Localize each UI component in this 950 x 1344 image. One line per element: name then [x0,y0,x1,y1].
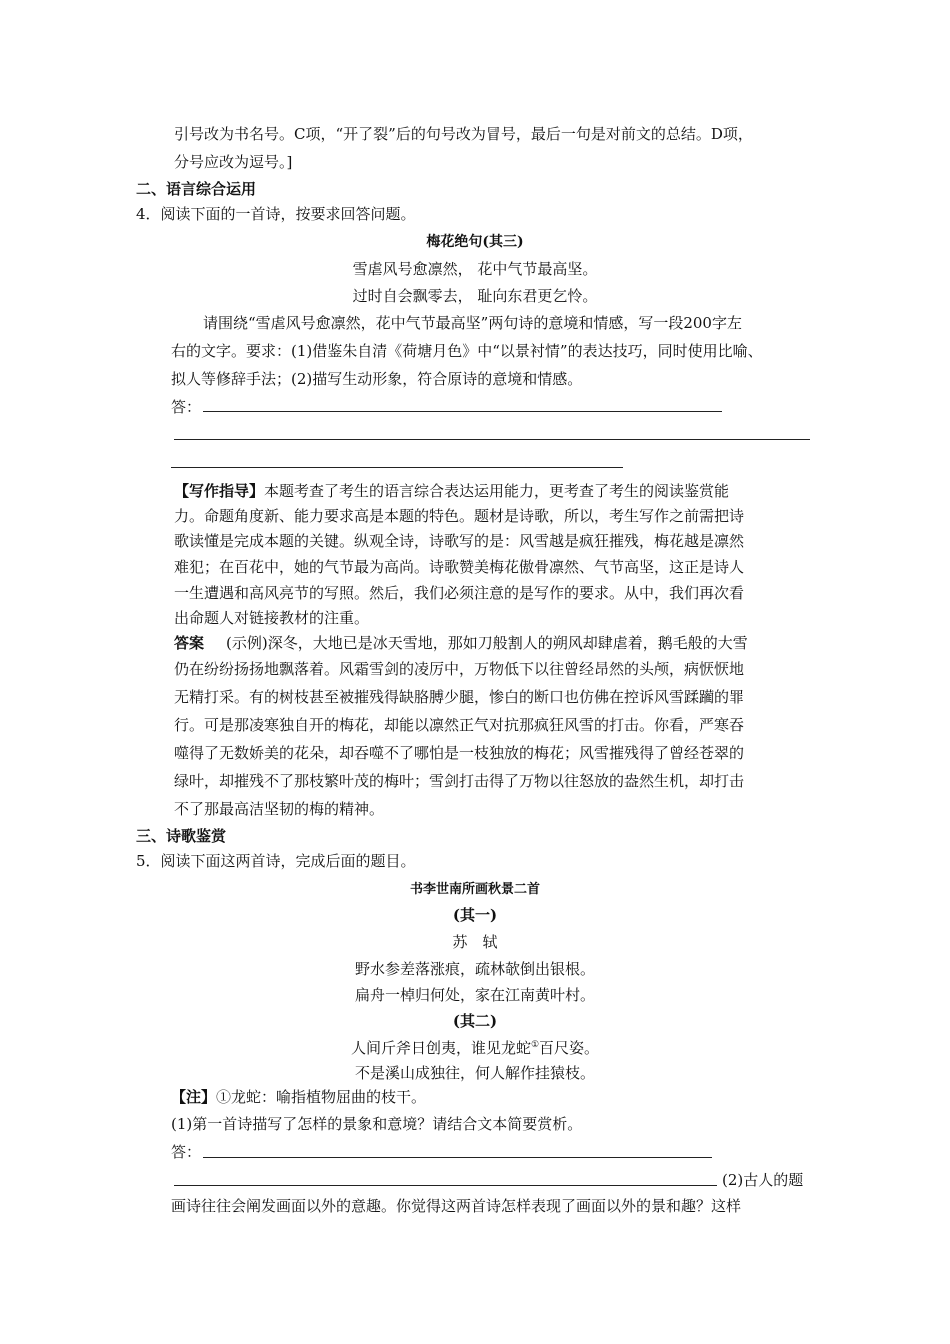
task-line-1: 请围绕“雪虐风号愈凛然，花中气节最高坚”两句诗的意境和情感，写一段200字左 [203,314,742,332]
answer-sample-line-1: 答案 (示例)深冬，大地已是冰天雪地，那如刀般割人的朔风却肆虐着，鹅毛般的大雪 [174,634,748,652]
question-5-1: (1)第一首诗描写了怎样的景象和意境？请结合文本简要赏析。 [171,1115,583,1133]
answer-sample-line-7: 不了那最高洁坚韧的梅的精神。 [174,800,385,818]
writing-guide-line-6: 出命题人对链接教材的注重。 [174,609,370,627]
answer-line-q4-1[interactable] [203,411,722,412]
carry-over-line-2: 分号应改为逗号。] [174,153,293,171]
answer-sample-label: 答案 [174,634,205,652]
writing-guide-label: 【写作指导】 [174,482,265,500]
writing-guide-line-3: 歌读懂是完成本题的关键。纵观全诗，诗歌写的是：风雪越是疯狂摧残，梅花越是凛然 [174,532,745,550]
poem-title-autumn: 书李世南所画秋景二首 [409,882,540,897]
question-5-2-cont: 画诗往往会阐发画面以外的意趣。你觉得这两首诗怎样表现了画面以外的景和趣？这样 [171,1197,742,1215]
answer-sample-line-5: 噬得了无数娇美的花朵，却吞噬不了哪怕是一枝独放的梅花；风雪摧残得了曾经苍翠的 [174,744,745,762]
answer-sample-line-3: 无精打采。有的树枝甚至被摧残得缺胳膊少腿，惨白的断口也仿佛在控诉风雪蹂躏的罪 [174,688,745,706]
carry-over-line-1: 引号改为书名号。C项，“开了裂”后的句号改为冒号，最后一句是对前文的总结。D项， [174,125,753,143]
question-5-prompt: 5．阅读下面这两首诗，完成后面的题目。 [136,852,416,870]
poem-autumn-1-line-1: 野水参差落涨痕，疏林欹倒出银根。 [354,960,595,978]
task-line-3: 拟人等修辞手法；(2)描写生动形象，符合原诗的意境和情感。 [171,370,583,388]
task-line-2: 右的文字。要求：(1)借鉴朱自清《荷塘月色》中“以景衬情”的表达技巧，同时使用比喻、 [171,342,763,360]
poem-part-1-label: (其一) [452,906,498,924]
answer-line-q4-2[interactable] [174,439,810,440]
question-4-prompt: 4．阅读下面的一首诗，按要求回答问题。 [136,205,416,223]
writing-guide-line-4: 难犯；在百花中，她的气节最为高尚。诗歌赞美梅花傲骨凛然、气节高坚，这正是诗人 [174,558,745,576]
footnote-marker: ① [530,1040,540,1050]
poem-autumn-2-line-1: 人间斤斧日创夷，谁见龙蛇①百尺姿。 [350,1039,600,1057]
poem-autumn-2-line-2: 不是溪山成独往，何人解作挂猿枝。 [354,1064,595,1082]
poem-autumn-1-line-2: 扁舟一棹归何处，家在江南黄叶村。 [354,986,595,1004]
answer-line-q4-3[interactable] [171,467,623,468]
footnote-label: 【注】 [171,1088,217,1106]
footnote: 【注】①龙蛇：喻指植物屈曲的枝干。 [171,1088,427,1106]
answer-line-q5-1[interactable] [203,1157,712,1158]
writing-guide-line-2: 力。命题角度新、能力要求高是本题的特色。题材是诗歌，所以，考生写作之前需把诗 [174,507,745,525]
answer-sample-line-4: 行。可是那凌寒独自开的梅花，却能以凛然正气对抗那疯狂风雪的打击。你看，严寒吞 [174,716,745,734]
answer-label-q5: 答： [171,1143,202,1161]
poem-author: 苏 轼 [452,933,498,951]
question-5-2-start: (2)古人的题 [722,1171,804,1189]
answer-line-q5-2[interactable] [174,1185,717,1186]
section-heading-poetry: 三、诗歌鉴赏 [136,827,227,845]
poem-title-plum: 梅花绝句(其三) [426,234,524,250]
poem-plum-line-2: 过时自会飘零去， 耻向东君更乞怜。 [352,287,598,305]
writing-guide-line-1: 【写作指导】本题考查了考生的语言综合表达运用能力，更考查了考生的阅读鉴赏能 [174,482,730,500]
answer-label-q4: 答： [171,398,202,416]
poem-part-2-label: (其二) [452,1012,498,1030]
answer-sample-line-6: 绿叶，却摧残不了那枝繁叶茂的梅叶；雪剑打击得了万物以往怒放的盎然生机，却打击 [174,772,745,790]
section-heading-language: 二、语言综合运用 [136,180,257,198]
writing-guide-line-5: 一生遭遇和高风亮节的写照。然后，我们必须注意的是写作的要求。从中，我们再次看 [174,584,745,602]
answer-sample-line-2: 仍在纷纷扬扬地飘落着。风霜雪剑的凌厉中，万物低下以往曾经昂然的头颅，病恹恹地 [174,660,745,678]
poem-plum-line-1: 雪虐风号愈凛然， 花中气节最高坚。 [352,260,598,278]
